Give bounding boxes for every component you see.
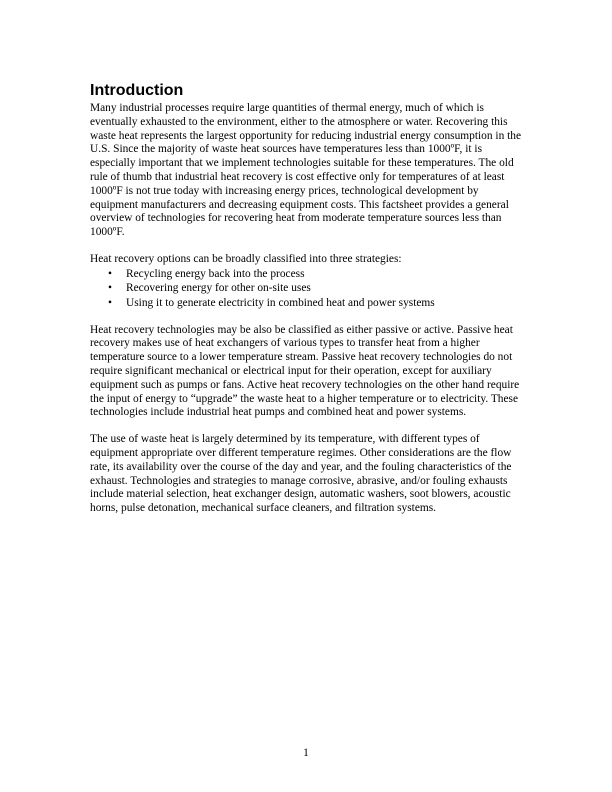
list-item [108,267,522,282]
list-item [108,281,522,296]
bullet-icon: • [108,296,112,309]
section-heading: Introduction [90,82,184,99]
bullet-icon: • [108,267,112,280]
page-number: 1 [303,747,309,759]
list-item-text: Recycling energy back into the process [126,267,305,280]
strategies-list [90,267,522,311]
bullet-icon: • [108,282,112,295]
strategies-intro: Heat recovery options can be broadly classified into three strategies: [90,252,402,265]
intro-paragraph: Many industrial processes require large quantities of thermal energy, much of which is eventually exhausted to the environment, either to the atmosphere or water. Recovering this waste heat represents the largest opportunity for reducing industrial energy consumption in the U.S. Since the majority of waste heat sources have temperatures less than 1000ºF, it is especially important that we implement technologies suitable for these temperatures. The old rule of thumb that industrial heat recovery is cost effective only for temperatures of at least 1000ºF is not true today with increasing energy prices, technological development by equipment manufacturers and decreasing equipment costs. This factsheet provides a general overview of technologies for recovering heat from moderate temperature sources less than 1000ºF. [90,102,522,239]
temperature-paragraph: The use of waste heat is largely determined by its temperature, with different types of equipment appropriate over different temperature regimes. Other considerations are the flow rate, its availability over the course of the day and year, and the fouling characteristics of the exhaust. Technologies and strategies to manage corrosive, abrasive, and/or fouling exhausts include material selection, heat exchanger design, automatic washers, soot blowers, acoustic horns, pulse detonation, mechanical surface cleaners, and filtration systems. [90,433,512,515]
list-item-text: Using it to generate electricity in combined heat and power systems [126,296,435,309]
list-item [108,296,522,311]
passive-active-paragraph: Heat recovery technologies may be also be classified as either passive or active. Passive heat recovery makes use of heat exchangers of various types to transfer heat from a higher temperature source to a lower temperature stream. Passive heat recovery technologies do not require significant mechanical or electrical input for their operation, except for auxiliary equipment such as pumps or fans. Active heat recovery technologies on the other hand require the input of energy to “upgrade” the waste heat to a higher temperature or to electricity. These technologies include industrial heat pumps and combined heat and power systems. [90,323,520,419]
list-item-text: Recovering energy for other on-site uses [126,282,311,295]
